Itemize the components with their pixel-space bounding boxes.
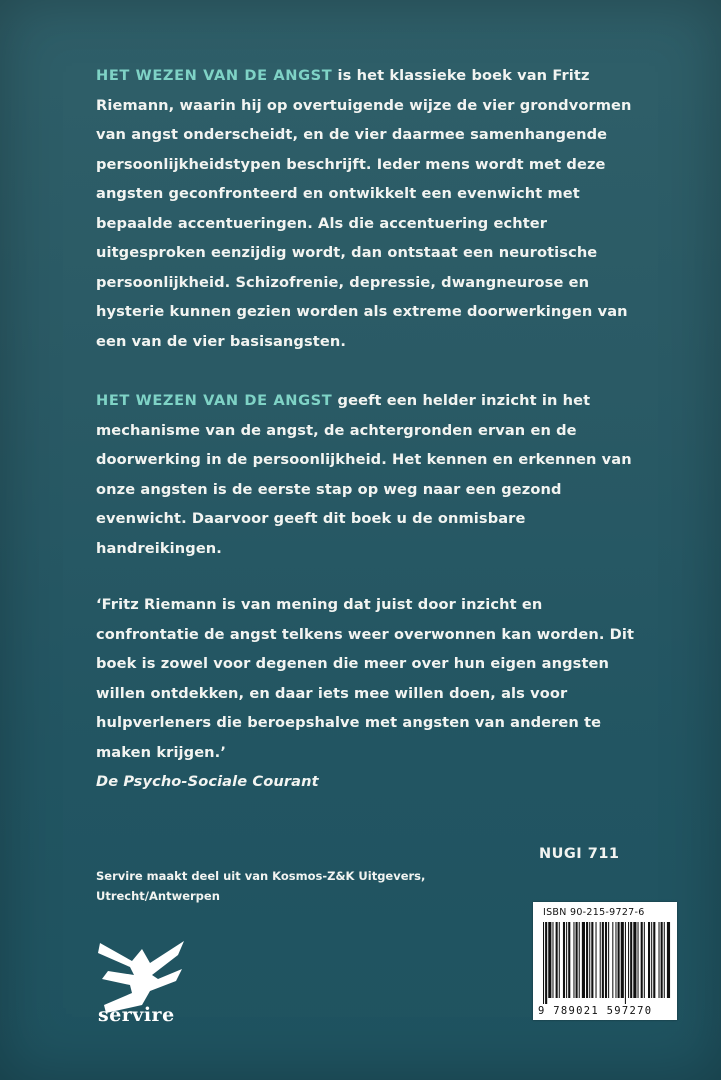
publisher-note-line-2: Utrecht/Antwerpen: [96, 889, 220, 903]
barcode-bar: [605, 922, 607, 998]
barcode-bar: [589, 922, 590, 998]
publisher-note-line-1: Servire maakt deel uit van Kosmos-Z&K Uitgevers,: [96, 869, 426, 883]
description-paragraph-1: [96, 61, 636, 356]
description-text: is het klassieke boek van Fritz Riemann, waarin hij op overtuigende wijze de vier grondvormen van angst onderscheidt, en de vier daarmee samenhangende persoonlijkheidstypen beschrijft. Ieder mens wordt met deze angsten geconfronteerd en ontwikkelt een evenwicht met bepaalde accentueringen. Als die accentuering echter uitgesproken eenzijdig wordt, dan ontstaat een neurotische persoonlijkheid. Schizofrenie, depressie, dwangneurose en hysterie kunnen gezien worden als extreme doorwerkingen van een van de vier basisangsten.: [96, 67, 632, 350]
servire-logo-text: servire: [98, 1004, 175, 1026]
barcode-bar: [586, 922, 588, 998]
barcode-bar: [545, 922, 547, 1004]
book-title-highlight: HET WEZEN VAN DE ANGST: [96, 392, 333, 409]
quote-source: De Psycho-Sociale Courant: [96, 773, 319, 790]
barcode-bar: [664, 922, 665, 998]
barcode-bar: [563, 922, 565, 998]
barcode-bar: [653, 922, 655, 998]
publisher-note: [96, 866, 456, 906]
barcode-bar: [552, 922, 553, 998]
barcode-bar: [596, 922, 597, 998]
book-title-highlight: HET WEZEN VAN DE ANGST: [96, 67, 333, 84]
barcode-bar: [556, 922, 558, 998]
barcode-bar: [612, 922, 613, 998]
isbn-barcode: [533, 902, 677, 1020]
barcode-bar: [576, 922, 578, 998]
barcode-bar: [608, 922, 609, 998]
barcode-bar: [644, 922, 645, 998]
review-quote: [96, 590, 636, 797]
description-paragraph-2: [96, 386, 636, 563]
barcode-bar: [667, 922, 670, 998]
barcode-bar: [638, 922, 639, 998]
barcode-bar: [559, 922, 560, 998]
ean-number: 9 789021 597270: [538, 1005, 653, 1017]
barcode-bar: [659, 922, 660, 998]
barcode-bar: [648, 922, 650, 998]
barcode-bar: [602, 922, 604, 998]
barcode-bar: [543, 922, 544, 1004]
barcode-bar: [582, 922, 585, 998]
barcode-bar: [573, 922, 574, 998]
barcode-bar: [548, 922, 551, 998]
barcode-bar: [615, 922, 616, 998]
barcode-bar: [630, 922, 632, 998]
barcode-bar: [651, 922, 652, 998]
isbn-label: ISBN 90-215-9727-6: [543, 907, 645, 918]
barcode-bar: [628, 922, 629, 998]
barcode-bar: [621, 922, 624, 998]
barcode-bar: [661, 922, 663, 998]
description-text: geeft een helder inzicht in het mechanisme van de angst, de achtergronden ervan en de doorwerking in de persoonlijkheid. Het kennen en erkennen van onze angsten is de eerste stap op weg naar een gezond evenwicht. Daarvoor geeft dit boek u de onmisbare handreikingen.: [96, 392, 632, 557]
barcode-bar: [579, 922, 580, 998]
barcode-bar: [618, 922, 620, 998]
barcode-bar: [566, 922, 567, 998]
barcode-bar: [591, 922, 593, 998]
barcode-bar: [625, 922, 626, 1004]
barcode-bar: [633, 922, 636, 998]
quote-text: ‘Fritz Riemann is van mening dat juist door inzicht en confrontatie de angst telkens weer overwonnen kan worden. Dit boek is zowel voor degenen die meer over hun eigen angsten willen ontdekken, en daar iets mee willen doen, als voor hulpverleners die beroepshalve met angsten van anderen te maken krijgen.’: [96, 596, 635, 761]
barcode-bar: [641, 922, 643, 998]
barcode-bars: [539, 922, 671, 1004]
barcode-bar: [600, 922, 601, 998]
nugi-code: NUGI 711: [539, 846, 620, 862]
barcode-bar: [568, 922, 570, 998]
